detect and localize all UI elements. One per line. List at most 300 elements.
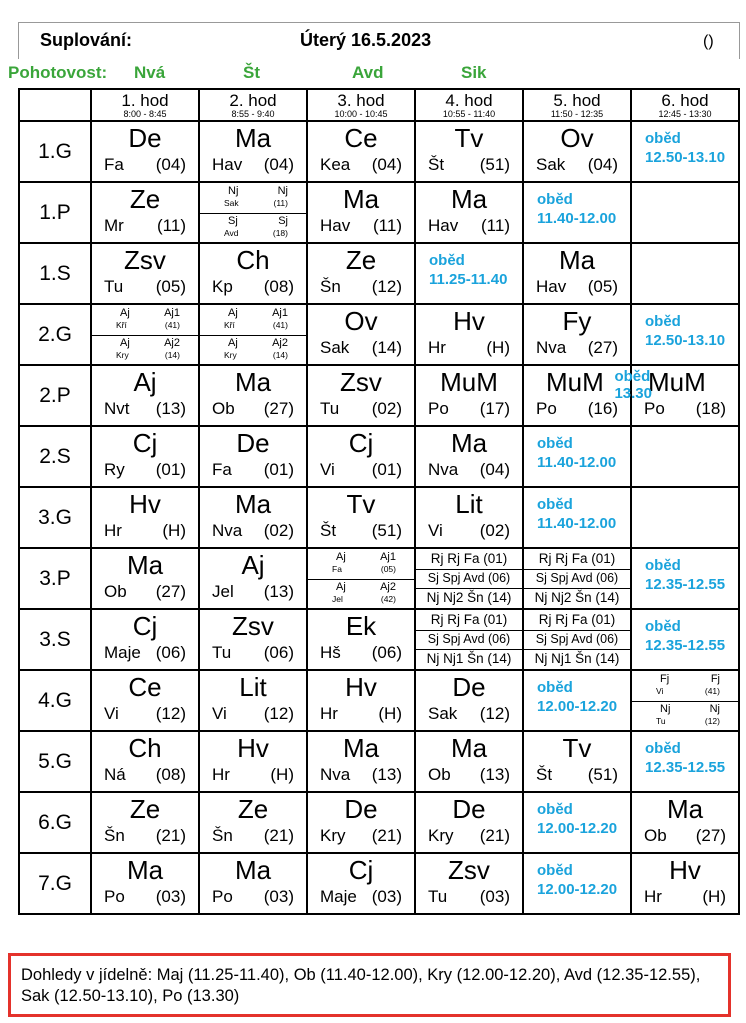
room: (06)	[371, 643, 402, 662]
group-room: (05)	[380, 564, 396, 574]
lesson-cell	[91, 121, 199, 182]
group-name: Aj1	[164, 307, 180, 319]
subject: Ma	[126, 550, 164, 580]
lesson-cell	[631, 304, 739, 365]
lunch-break	[537, 800, 617, 838]
room: (H)	[702, 887, 726, 906]
group-subject: Aj	[120, 307, 130, 319]
group-teacher: Avd	[224, 227, 239, 238]
group-half	[200, 335, 306, 365]
room: (11)	[481, 216, 510, 235]
room: (03)	[263, 887, 294, 906]
lunch-break	[537, 678, 617, 716]
lesson-cell	[631, 426, 739, 487]
lunch-time: 12.35-12.55	[645, 759, 726, 776]
group-room: (11)	[273, 198, 288, 208]
group-half	[92, 305, 198, 336]
room: (02)	[263, 521, 294, 540]
lesson-cell	[631, 182, 739, 243]
class-label: 2.G	[19, 304, 91, 365]
pohotovost-label: Pohotovost:	[8, 63, 108, 82]
lesson-cell	[631, 853, 739, 914]
lunch-label: oběd	[429, 252, 465, 269]
room: (21)	[371, 826, 402, 845]
dohledy-box	[8, 953, 731, 1017]
lesson-cell	[631, 243, 739, 304]
room: (27)	[263, 399, 294, 418]
subject: Zsv	[448, 855, 490, 885]
teacher: Št	[428, 155, 445, 174]
lunch-label: oběd	[537, 862, 573, 879]
room: (03)	[155, 887, 186, 906]
lunch-time: 12.35-12.55	[645, 576, 726, 593]
room: (08)	[263, 277, 294, 296]
room: (21)	[479, 826, 510, 845]
group-teacher: Jel	[332, 593, 343, 604]
group-half	[308, 579, 414, 609]
lunch-break	[645, 312, 725, 350]
lesson-cell	[415, 365, 523, 426]
subject: Ma	[450, 733, 488, 763]
group-teacher: Vi	[656, 686, 664, 696]
teacher: Hr	[104, 521, 122, 540]
subject: Lit	[455, 489, 483, 519]
group-teacher: Kří	[116, 320, 127, 330]
teacher: Hr	[644, 887, 662, 906]
group-room: (41)	[704, 686, 720, 696]
teacher: Tu	[104, 277, 124, 296]
group-room: (14)	[164, 349, 180, 360]
group-line: Nj Nj1 Šn (14)	[426, 651, 512, 667]
room: (01)	[155, 460, 186, 479]
group-line: Rj Rj Fa (01)	[416, 549, 522, 570]
lesson-cell	[307, 182, 415, 243]
room: (13)	[155, 399, 186, 418]
group-room: (41)	[272, 320, 288, 330]
teacher: Št	[536, 765, 553, 784]
subject: Tv	[562, 733, 592, 763]
lesson-cell	[307, 243, 415, 304]
subject: MuM	[546, 367, 604, 397]
group-name: Nj	[277, 185, 288, 197]
teacher: Po	[428, 399, 449, 418]
group-name: Fj	[710, 673, 720, 685]
teacher: Hr	[320, 704, 338, 723]
table-row	[19, 426, 739, 487]
lesson-cell	[523, 670, 631, 731]
teacher: Hav	[320, 216, 351, 235]
group-half	[308, 549, 414, 580]
lunch-label: oběd	[645, 130, 681, 147]
group-teacher: Tu	[656, 715, 666, 726]
teacher: Nva	[320, 765, 351, 784]
subject: Ov	[344, 306, 378, 336]
subject: Ma	[450, 184, 488, 214]
lunch-label: oběd	[537, 435, 573, 452]
room: (11)	[373, 216, 402, 235]
subject: Hv	[129, 489, 161, 519]
teacher: Št	[320, 521, 337, 540]
room: (01)	[263, 460, 294, 479]
room: (17)	[479, 399, 510, 418]
teacher: Kea	[320, 155, 351, 174]
lesson-cell	[91, 853, 199, 914]
subject: Ma	[234, 489, 272, 519]
lesson-cell	[307, 731, 415, 792]
table-row	[19, 243, 739, 304]
lesson-cell	[415, 853, 523, 914]
lesson-cell	[415, 609, 523, 670]
room: (04)	[155, 155, 186, 174]
room: (H)	[378, 704, 402, 723]
group-half	[632, 671, 738, 702]
room: (11)	[157, 216, 186, 235]
room: (27)	[155, 582, 186, 601]
lunch-break	[645, 617, 725, 655]
timetable	[18, 88, 740, 915]
room: (02)	[479, 521, 510, 540]
group-half	[200, 183, 306, 214]
lesson-cell	[415, 426, 523, 487]
lesson-cell	[415, 121, 523, 182]
lunch-break	[537, 190, 616, 228]
lesson-cell	[199, 426, 307, 487]
lesson-cell	[523, 304, 631, 365]
subject: De	[344, 794, 378, 824]
corner-cell	[19, 89, 91, 121]
teacher: Vi	[212, 704, 227, 723]
group-name: Aj1	[380, 551, 396, 563]
subject: Zsv	[232, 611, 274, 641]
dohledy-text: Dohledy v jídelně: Maj (11.25-11.40), Ob (11.40-12.00), Kry (12.00-12.20), Avd (12.35-12.55), Sak (12.50-13.10), Po (13.30)	[21, 966, 701, 1005]
lesson-cell	[307, 853, 415, 914]
group-room: (41)	[164, 320, 180, 330]
lesson-cell	[523, 182, 631, 243]
teacher: Kp	[212, 277, 233, 296]
subject: MuM	[648, 367, 706, 397]
subject: Ma	[234, 367, 272, 397]
lesson-cell	[307, 792, 415, 853]
lesson-cell	[415, 182, 523, 243]
lesson-cell	[523, 792, 631, 853]
teacher: Po	[104, 887, 125, 906]
class-label: 4.G	[19, 670, 91, 731]
group-name: Nj	[709, 702, 720, 715]
table-row	[19, 853, 739, 914]
teacher: Vi	[428, 521, 443, 540]
subject: Lit	[239, 672, 267, 702]
room: (04)	[263, 155, 294, 174]
room: (51)	[371, 521, 402, 540]
lesson-cell	[631, 731, 739, 792]
room: (14)	[371, 338, 402, 357]
subject: Fy	[562, 306, 592, 336]
lesson-cell	[631, 609, 739, 670]
period-header: 6. hod 12:45 - 13:30	[631, 89, 739, 121]
group-line: Rj Rj Fa (01)	[416, 610, 522, 631]
subject: Ce	[128, 672, 162, 702]
lesson-cell	[91, 304, 199, 365]
lunch-time: 12.00-12.20	[537, 698, 618, 715]
teacher: Nva	[536, 338, 567, 357]
table-row	[19, 609, 739, 670]
lunch-time: 12.50-13.10	[645, 149, 726, 166]
room: (02)	[371, 399, 402, 418]
subject: Ma	[666, 794, 704, 824]
subject: Ze	[345, 245, 377, 275]
header-extra: ()	[703, 33, 714, 50]
teacher: Šn	[212, 826, 233, 845]
subject: Ch	[236, 245, 270, 275]
lunch-break	[537, 434, 616, 472]
lunch-time: 11.40-12.00	[537, 454, 617, 471]
lesson-cell	[199, 365, 307, 426]
room: (13)	[263, 582, 294, 601]
teacher: Ná	[104, 765, 126, 784]
lunch-time: 11.40-12.00	[537, 210, 617, 227]
room: (04)	[587, 155, 618, 174]
lunch-time: 12.00-12.20	[537, 820, 618, 837]
lesson-cell	[307, 365, 415, 426]
lesson-cell	[415, 670, 523, 731]
lunch-label: oběd	[645, 313, 681, 330]
group-line: Sj Spj Avd (06)	[416, 630, 522, 651]
teacher: Maje	[320, 887, 357, 906]
teacher: Hr	[212, 765, 230, 784]
teacher: Sak	[320, 338, 350, 357]
lunch-label: oběd	[614, 368, 651, 385]
lesson-cell	[199, 792, 307, 853]
room: (21)	[263, 826, 294, 845]
teacher: Tu	[428, 887, 448, 906]
group-teacher: Sak	[224, 198, 239, 208]
table-row	[19, 304, 739, 365]
pohotovost-teacher: Sik	[461, 63, 487, 82]
lesson-cell	[199, 731, 307, 792]
teacher: Maje	[104, 643, 141, 662]
subject: Ma	[342, 733, 380, 763]
room: (51)	[587, 765, 618, 784]
teacher: Fa	[212, 460, 232, 479]
lesson-cell	[307, 548, 415, 609]
lunch-break	[429, 251, 507, 289]
room: (05)	[587, 277, 618, 296]
subject: Aj	[133, 367, 157, 397]
class-label: 1.P	[19, 182, 91, 243]
lesson-cell	[523, 548, 631, 609]
room: (05)	[155, 277, 186, 296]
group-subject: Aj	[120, 336, 130, 349]
lunch-label: oběd	[645, 557, 681, 574]
teacher: Mr	[104, 216, 124, 235]
lunch-label: oběd	[645, 618, 681, 635]
group-room: (18)	[272, 227, 288, 238]
room: (01)	[371, 460, 402, 479]
lesson-cell	[631, 121, 739, 182]
lesson-cell	[91, 365, 199, 426]
lesson-cell	[415, 243, 523, 304]
teacher: Tu	[212, 643, 232, 662]
room: (H)	[270, 765, 294, 784]
teacher: Fa	[104, 155, 124, 174]
teacher: Hr	[428, 338, 446, 357]
room: (12)	[263, 704, 294, 723]
teacher: Ob	[644, 826, 667, 845]
subject: Hv	[453, 306, 485, 336]
teacher: Ob	[104, 582, 127, 601]
subject: Aj	[241, 550, 265, 580]
table-row	[19, 182, 739, 243]
subject: MuM	[440, 367, 498, 397]
subject: Tv	[346, 489, 376, 519]
lunch-break	[537, 861, 617, 899]
period-header: 5. hod 11:50 - 12:35	[523, 89, 631, 121]
group-half	[92, 335, 198, 365]
lesson-cell	[307, 487, 415, 548]
room: (12)	[479, 704, 510, 723]
group-subject: Aj	[336, 580, 346, 593]
lunch-time: 11.40-12.00	[537, 515, 617, 532]
subject: Ek	[345, 611, 377, 641]
period-header: 2. hod 8:55 - 9:40	[199, 89, 307, 121]
lesson-cell	[523, 609, 631, 670]
subject: Zsv	[124, 245, 166, 275]
teacher: Po	[212, 887, 233, 906]
lesson-cell	[307, 121, 415, 182]
subject: Ma	[342, 184, 380, 214]
table-row	[19, 670, 739, 731]
group-subject: Nj	[228, 185, 239, 197]
lesson-cell	[91, 792, 199, 853]
room: (13)	[371, 765, 402, 784]
lesson-cell	[91, 670, 199, 731]
lesson-cell	[523, 731, 631, 792]
lesson-cell	[523, 426, 631, 487]
teacher: Tu	[320, 399, 340, 418]
period-header-row	[19, 89, 739, 121]
class-label: 1.G	[19, 121, 91, 182]
subject: Cj	[132, 428, 158, 458]
room: (51)	[479, 155, 510, 174]
lunch-time: 12.50-13.10	[645, 332, 726, 349]
subject: Hv	[237, 733, 269, 763]
group-name: Aj2	[380, 580, 396, 593]
subject: Ma	[234, 855, 272, 885]
group-room: (14)	[272, 349, 288, 360]
pohotovost-teacher: Nvá	[134, 63, 166, 82]
group-line: Rj Rj Fa (01)	[524, 549, 630, 570]
lesson-cell	[307, 609, 415, 670]
lesson-cell	[415, 792, 523, 853]
lesson-cell	[631, 792, 739, 853]
class-label: 3.P	[19, 548, 91, 609]
table-row	[19, 121, 739, 182]
lesson-cell	[199, 670, 307, 731]
lesson-cell	[91, 731, 199, 792]
subject: Ch	[128, 733, 162, 763]
group-line: Nj Nj1 Šn (14)	[534, 651, 620, 667]
lunch-break	[537, 495, 616, 533]
group-line: Rj Rj Fa (01)	[524, 610, 630, 631]
class-label: 7.G	[19, 853, 91, 914]
room: (12)	[371, 277, 402, 296]
lesson-cell	[199, 853, 307, 914]
teacher: Nva	[212, 521, 243, 540]
lunch-label: oběd	[537, 496, 573, 513]
teacher: Ob	[212, 399, 235, 418]
room: (12)	[155, 704, 186, 723]
teacher: Kry	[320, 826, 346, 845]
room: (18)	[695, 399, 726, 418]
lunch-break	[645, 739, 725, 777]
lesson-cell	[91, 182, 199, 243]
lesson-cell	[307, 304, 415, 365]
room: (H)	[162, 521, 186, 540]
subject: Cj	[132, 611, 158, 641]
lesson-cell	[415, 304, 523, 365]
lesson-cell	[631, 487, 739, 548]
lesson-cell	[523, 487, 631, 548]
class-label: 2.P	[19, 365, 91, 426]
group-subject: Aj	[228, 307, 238, 319]
lesson-cell	[523, 365, 652, 426]
lesson-cell	[523, 853, 631, 914]
lesson-cell	[91, 548, 199, 609]
teacher: Hav	[428, 216, 459, 235]
subject: De	[128, 123, 162, 153]
table-row	[19, 548, 739, 609]
teacher: Kry	[428, 826, 454, 845]
class-label: 1.S	[19, 243, 91, 304]
class-label: 3.G	[19, 487, 91, 548]
teacher: Sak	[536, 155, 566, 174]
teacher: Hš	[320, 643, 341, 662]
lunch-time: 12.35-12.55	[645, 637, 726, 654]
lesson-cell	[199, 487, 307, 548]
lesson-cell	[199, 121, 307, 182]
subject: Hv	[669, 855, 701, 885]
lesson-cell	[307, 670, 415, 731]
subject: Ze	[129, 184, 161, 214]
group-name: Aj2	[164, 336, 180, 349]
class-label: 5.G	[19, 731, 91, 792]
lunch-label: oběd	[645, 740, 681, 757]
subject: Ze	[129, 794, 161, 824]
group-line: Sj Spj Avd (06)	[524, 569, 630, 590]
group-name: Aj1	[272, 307, 288, 319]
group-name: Aj2	[272, 336, 288, 349]
lesson-cell	[307, 426, 415, 487]
lesson-cell	[91, 243, 199, 304]
subject: Tv	[454, 123, 484, 153]
group-line: Sj Spj Avd (06)	[416, 569, 522, 590]
lesson-cell	[415, 731, 523, 792]
group-half	[632, 701, 738, 731]
lesson-cell	[91, 487, 199, 548]
table-row	[19, 487, 739, 548]
subject: De	[452, 672, 486, 702]
teacher: Vi	[320, 460, 335, 479]
lunch-break	[645, 556, 725, 594]
table-row	[19, 365, 739, 426]
teacher: Ob	[428, 765, 451, 784]
subject: De	[452, 794, 486, 824]
lunch-break	[645, 129, 725, 167]
pohotovost-teacher: Avd	[352, 63, 384, 82]
group-room: (12)	[704, 715, 720, 726]
lesson-cell	[91, 609, 199, 670]
pohotovost-teacher: Št	[243, 63, 260, 82]
